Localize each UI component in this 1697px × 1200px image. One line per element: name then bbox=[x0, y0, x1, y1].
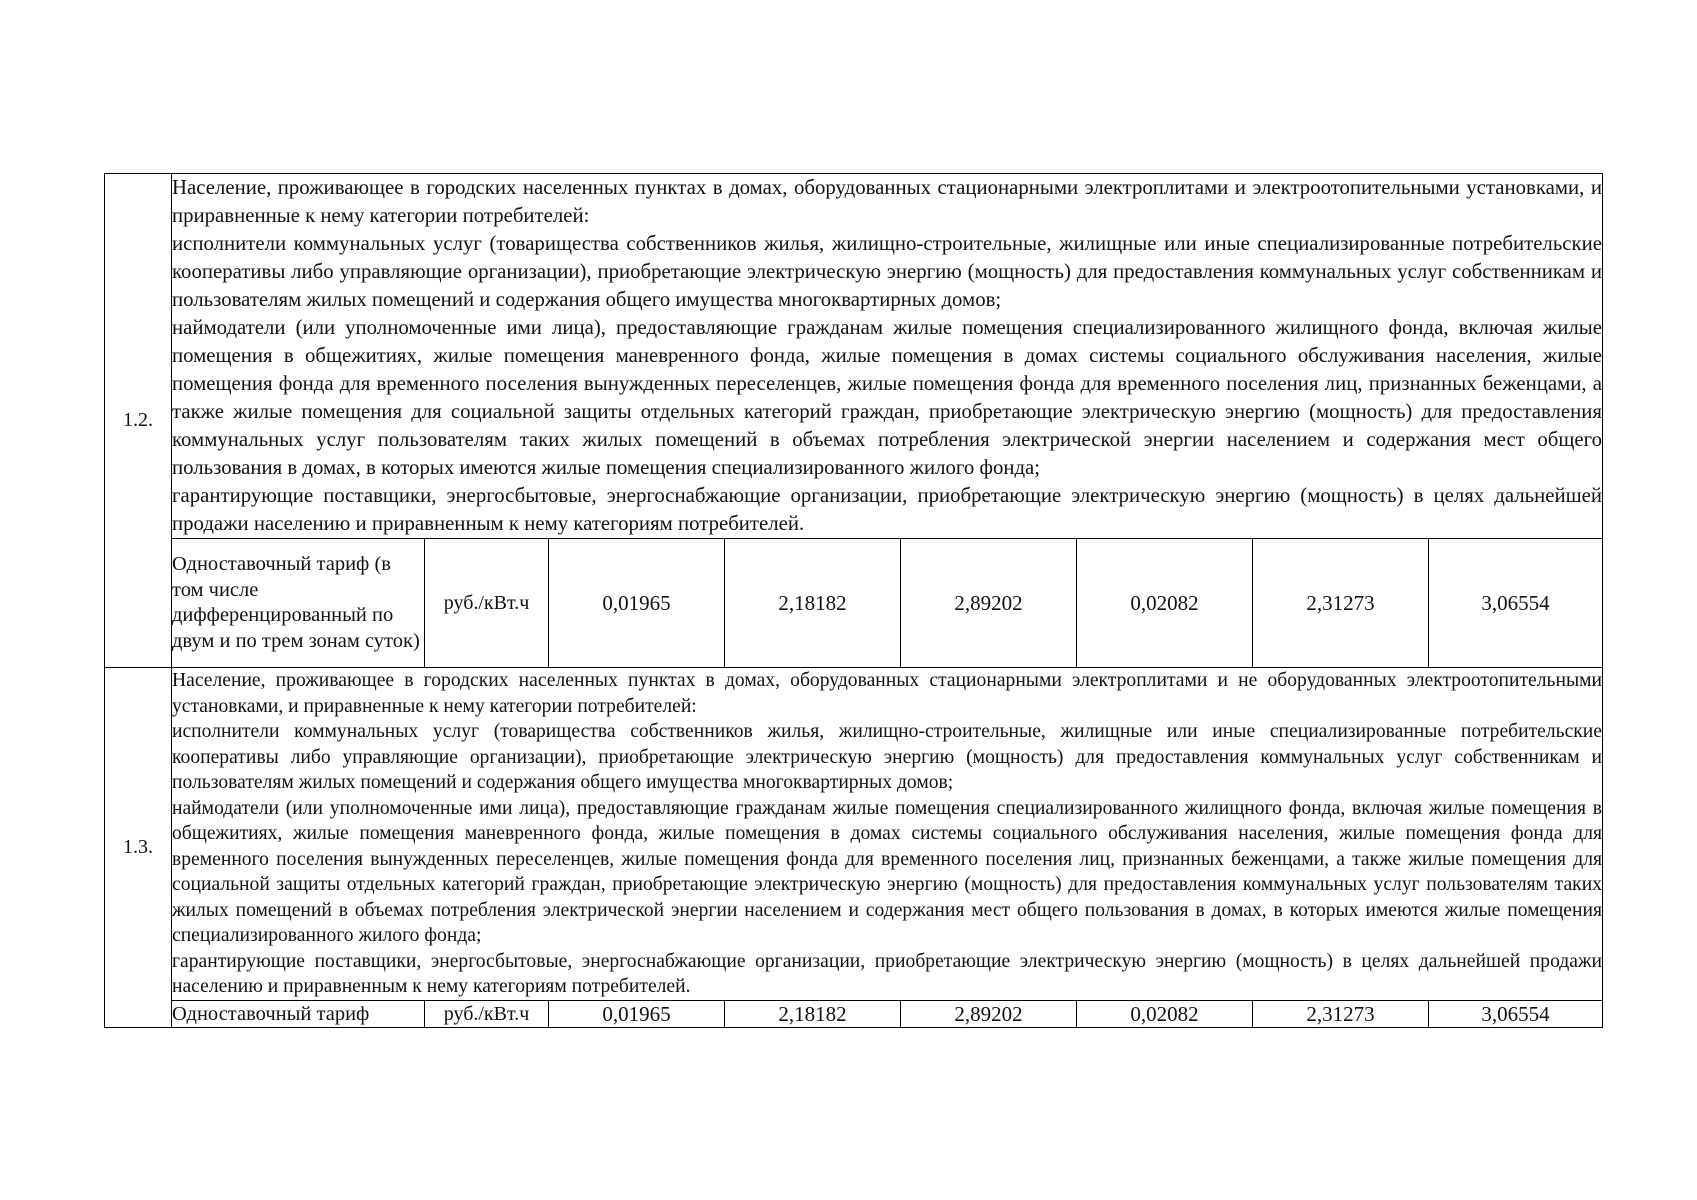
description-paragraph: наймодатели (или уполномоченные ими лица), предоставляющие гражданам жилые помещения специализированного жилищного фонда, включая жилые помещения в общежитиях, жилые помещения маневренного фонда, жилые помещения в домах системы социального обслуживания населения, жилые помещения фонда для временного поселения вынужденных переселенцев, жилые помещения фонда для временного поселения лиц, признанных беженцами, а также жилые помещения для социальной защиты отдельных категорий граждан, приобретающие электрическую энергию (мощность) для предоставления коммунальных услуг пользователям таких жилых помещений в объемах потребления электрической энергии населением и содержания мест общего пользования в домах, в которых имеются жилые помещения специализированного жилого фонда; bbox=[172, 316, 1602, 479]
tariff-label: Одноставочный тариф (в том числе дифференцированный по двум и по трем зонам суток) bbox=[172, 539, 425, 668]
tariff-value: 0,01965 bbox=[549, 1000, 725, 1027]
row-number: 1.3. bbox=[105, 668, 172, 1028]
description-paragraph: гарантирующие поставщики, энергосбытовые, энергоснабжающие организации, приобретающие электрическую энергию (мощность) в целях дальнейшей продажи населению и приравненным к нему категориям потребителей. bbox=[172, 950, 1602, 997]
consumer-category-description bbox=[172, 174, 1603, 539]
row-number: 1.2. bbox=[105, 174, 172, 668]
table-row-1-3-description bbox=[105, 668, 1603, 1001]
tariff-value: 3,06554 bbox=[1429, 1000, 1603, 1027]
tariff-table bbox=[104, 173, 1603, 1028]
tariff-unit: руб./кВт.ч bbox=[425, 1000, 549, 1027]
description-paragraph: исполнители коммунальных услуг (товарищества собственников жилья, жилищно-строительные, жилищные или иные специализированные потребительские кооперативы либо управляющие организации), приобретающие электрическую энергию (мощность) для предоставления коммунальных услуг собственникам и пользователям жилых помещений и содержания общего имущества многоквартирных домов; bbox=[172, 232, 1602, 311]
tariff-value: 2,18182 bbox=[725, 1000, 901, 1027]
tariff-value: 2,89202 bbox=[901, 539, 1077, 668]
tariff-value: 2,31273 bbox=[1253, 539, 1429, 668]
tariff-label: Одноставочный тариф bbox=[172, 1000, 425, 1027]
tariff-value: 0,02082 bbox=[1077, 1000, 1253, 1027]
tariff-value: 2,89202 bbox=[901, 1000, 1077, 1027]
table-row-1-3-tariff bbox=[105, 1000, 1603, 1027]
tariff-value: 3,06554 bbox=[1429, 539, 1603, 668]
tariff-value: 0,01965 bbox=[549, 539, 725, 668]
table-row-1-2-description bbox=[105, 174, 1603, 539]
tariff-unit: руб./кВт.ч bbox=[425, 539, 549, 668]
description-paragraph: Население, проживающее в городских населенных пунктах в домах, оборудованных стационарными электроплитами и не оборудованных электроотопительными установками, и приравненные к нему категории потребителей: bbox=[172, 670, 1602, 717]
description-paragraph: Население, проживающее в городских населенных пунктах в домах, оборудованных стационарными электроплитами и электроотопительными установками, и приравненные к нему категории потребителей: bbox=[172, 176, 1602, 227]
tariff-value: 2,18182 bbox=[725, 539, 901, 668]
tariff-value: 2,31273 bbox=[1253, 1000, 1429, 1027]
table-row-1-2-tariff bbox=[105, 539, 1603, 668]
description-paragraph: наймодатели (или уполномоченные ими лица), предоставляющие гражданам жилые помещения специализированного жилищного фонда, включая жилые помещения в общежитиях, жилые помещения маневренного фонда, жилые помещения в домах системы социального обслуживания населения, жилые помещения фонда для временного поселения вынужденных переселенцев, жилые помещения фонда для временного поселения лиц, признанных беженцами, а также жилые помещения для социальной защиты отдельных категорий граждан, приобретающие электрическую энергию (мощность) для предоставления коммунальных услуг пользователям таких жилых помещений в объемах потребления электрической энергии населением и содержания мест общего пользования в домах, в которых имеются жилые помещения специализированного жилого фонда; bbox=[172, 797, 1602, 946]
description-paragraph: гарантирующие поставщики, энергосбытовые, энергоснабжающие организации, приобретающие электрическую энергию (мощность) в целях дальнейшей продажи населению и приравненным к нему категориям потребителей. bbox=[172, 484, 1602, 535]
consumer-category-description bbox=[172, 668, 1603, 1001]
description-paragraph: исполнители коммунальных услуг (товарищества собственников жилья, жилищно-строительные, жилищные или иные специализированные потребительские кооперативы либо управляющие организации), приобретающие электрическую энергию (мощность) для предоставления коммунальных услуг собственникам и пользователям жилых помещений и содержания общего имущества многоквартирных домов; bbox=[172, 721, 1602, 793]
tariff-value: 0,02082 bbox=[1077, 539, 1253, 668]
